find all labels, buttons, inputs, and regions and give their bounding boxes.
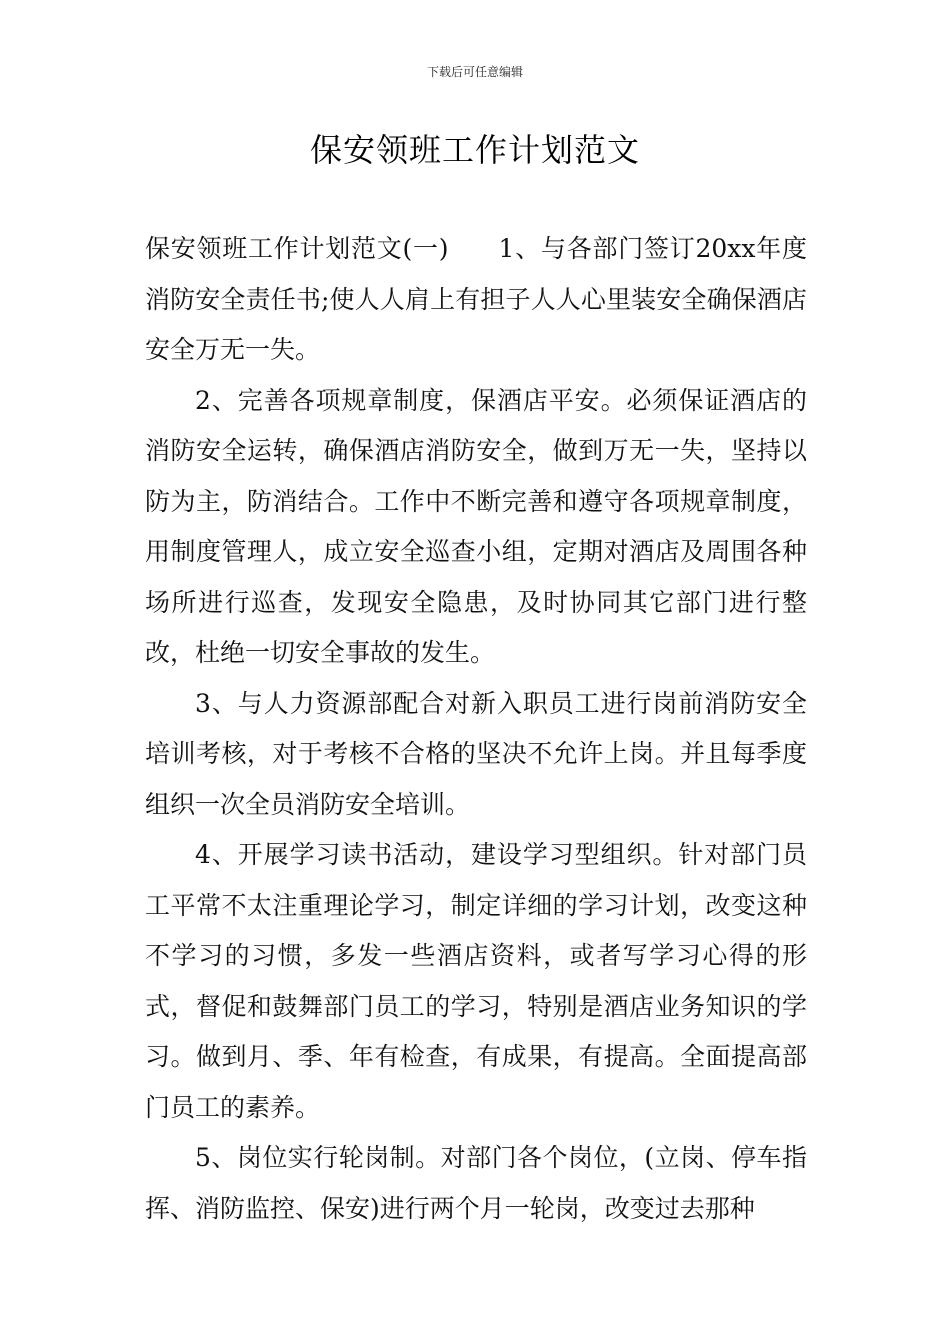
document-title: 保安领班工作计划范文	[309, 131, 640, 169]
document-body	[145, 224, 807, 1234]
paragraph-1-text: 1、与各部门签订20xx年度消防安全责任书;使人人肩上有担子人人心里装安全确保酒店安全万无一失。	[145, 234, 807, 364]
paragraph-1	[145, 224, 807, 376]
paragraph-5: 5、岗位实行轮岗制。对部门各个岗位，(立岗、停车指挥、消防监控、保安)进行两个月一轮岗，改变过去那种	[145, 1143, 807, 1223]
paragraph-1-lead: 保安领班工作计划范文(一)	[145, 234, 449, 263]
paragraph-3: 3、与人力资源部配合对新入职员工进行岗前消防安全培训考核，对于考核不合格的坚决不允许上岗。并且每季度组织一次全员消防安全培训。	[145, 688, 807, 819]
paragraph-2: 2、完善各项规章制度，保酒店平安。必须保证酒店的消防安全运转，确保酒店消防安全，做到万无一失，坚持以防为主，防消结合。工作中不断完善和遵守各项规章制度，用制度管理人，成立安全巡查小组，定期对酒店及周围各种场所进行巡查，发现安全隐患，及时协同其它部门进行整改，杜绝一切安全事故的发生。	[145, 385, 807, 667]
paragraph-4: 4、开展学习读书活动，建设学习型组织。针对部门员工平常不太注重理论学习，制定详细的学习计划，改变这种不学习的习惯，多发一些酒店资料，或者写学习心得的形式，督促和鼓舞部门员工的学习，特别是酒店业务知识的学习。做到月、季、年有检查，有成果，有提高。全面提高部门员工的素养。	[145, 840, 807, 1122]
header-note: 下载后可任意编辑	[426, 65, 523, 79]
